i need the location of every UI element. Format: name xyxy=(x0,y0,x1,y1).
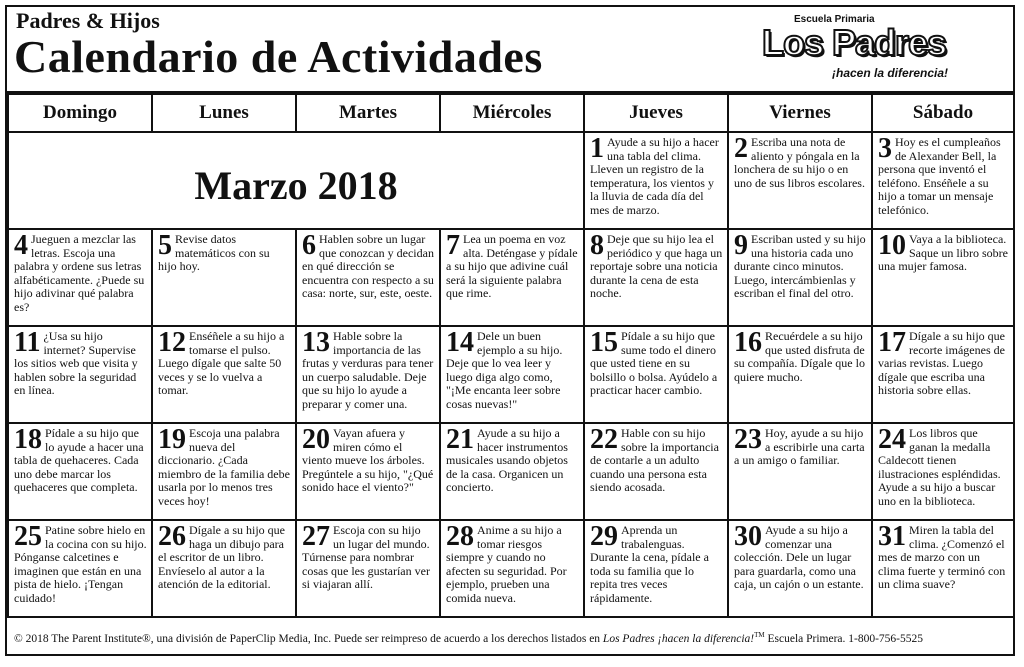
day-number: 26 xyxy=(158,521,186,552)
day-cell xyxy=(872,229,1014,326)
copyright-footer xyxy=(14,631,923,645)
day-cell xyxy=(296,423,440,520)
activity-text: Hable sobre la importancia de las frutas y verduras para tener un cuerpo saludable. Deje que su hijo lo ayude a preparar y comer una. xyxy=(302,329,434,411)
activity-text: Hablen sobre un lugar que conozcan y decidan en qué dirección se encuentra con respecto a su casa: norte, sur, este, oeste. xyxy=(302,232,434,300)
day-cell xyxy=(296,520,440,617)
activity-text: Patine sobre hielo en la cocina con su hijo. Pónganse calcetines e imaginen que están en una pista de hielo. ¡Tengan cuidado! xyxy=(14,523,147,605)
activity-text: Aprenda un trabalenguas. Durante la cena, pídale a toda su familia que lo repita tres veces rápidamente. xyxy=(590,523,709,605)
calendar-grid xyxy=(7,93,1015,618)
day-number: 30 xyxy=(734,521,762,552)
activity-text: Lea un poema en voz alta. Deténgase y pídale a su hijo que adivine cuál será la siguiente palabra que rime. xyxy=(446,232,578,300)
day-number: 19 xyxy=(158,424,186,455)
day-number: 17 xyxy=(878,327,906,358)
day-cell xyxy=(440,423,584,520)
logo-wordmark: Los Padres xyxy=(762,22,947,63)
day-number: 8 xyxy=(590,230,604,261)
week-row xyxy=(8,423,1014,520)
day-number: 28 xyxy=(446,521,474,552)
day-cell xyxy=(152,520,296,617)
day-number: 11 xyxy=(14,327,41,358)
day-number: 15 xyxy=(590,327,618,358)
day-number: 14 xyxy=(446,327,474,358)
day-cell xyxy=(440,520,584,617)
day-number: 18 xyxy=(14,424,42,455)
activity-text: Pídale a su hijo que lo ayude a hacer una tabla de quehaceres. Cada uno debe marcar los quehaceres que completa. xyxy=(14,426,144,494)
day-cell xyxy=(152,229,296,326)
day-cell xyxy=(728,229,872,326)
activity-text: Escriba una nota de aliento y póngala en la lonchera de su hijo o en uno de sus libros escolares. xyxy=(734,135,865,190)
week-row xyxy=(8,132,1014,229)
day-number: 23 xyxy=(734,424,762,455)
day-number: 3 xyxy=(878,133,892,164)
day-number: 1 xyxy=(590,133,604,164)
weekday-header: Martes xyxy=(296,94,440,132)
activity-text: Anime a su hijo a tomar riesgos siempre y cuando no afecten su seguridad. Por ejemplo, prueben una comida nueva. xyxy=(446,523,567,605)
weekday-header: Jueves xyxy=(584,94,728,132)
day-cell xyxy=(584,520,728,617)
week-row xyxy=(8,520,1014,617)
logo-school-label: Escuela Primaria xyxy=(794,14,875,25)
day-cell xyxy=(728,423,872,520)
newsletter-kicker: Padres & Hijos xyxy=(16,8,160,33)
activity-text: Pídale a su hijo que sume todo el dinero que usted tiene en su bolsillo o bolsa. Ayúdelo a practicar hacer cambio. xyxy=(590,329,718,397)
activity-text: Ayude a su hijo a comenzar una colección. Dele un lugar para guardarla, como una caja, un cajón o un estante. xyxy=(734,523,864,591)
day-cell xyxy=(584,326,728,423)
weekday-header: Viernes xyxy=(728,94,872,132)
activity-text: Revise datos matemáticos con su hijo hoy. xyxy=(158,232,270,273)
day-cell xyxy=(584,132,728,229)
activity-text: Jueguen a mezclar las letras. Escoja una palabra y ordene sus letras alfabéticamente. ¿Puede su hijo adivinar qué palabra es? xyxy=(14,232,145,314)
month-title-cell xyxy=(8,132,584,229)
day-cell xyxy=(8,423,152,520)
day-cell xyxy=(584,229,728,326)
day-number: 2 xyxy=(734,133,748,164)
activity-text: Miren la tabla del clima. ¿Comenzó el mes de marzo con un clima fuerte y terminó con un clima suave? xyxy=(878,523,1006,591)
activity-text: Dele un buen ejemplo a su hijo. Deje que lo vea leer y luego diga algo como, "¡Me encanta leer sobre cosas nuevas!" xyxy=(446,329,563,411)
activity-text: Escoja con su hijo un lugar del mundo. Túrnense para nombrar cosas que les gustarían ver si viajaran allí. xyxy=(302,523,430,591)
day-cell xyxy=(872,520,1014,617)
weekday-header: Lunes xyxy=(152,94,296,132)
day-number: 31 xyxy=(878,521,906,552)
day-cell xyxy=(440,229,584,326)
day-number: 20 xyxy=(302,424,330,455)
day-cell xyxy=(8,229,152,326)
footer-publication: Los Padres ¡hacen la diferencia! xyxy=(602,632,755,645)
activity-text: Dígale a su hijo que haga un dibujo para el escritor de un libro. Envíeselo al autor a la atención de la editorial. xyxy=(158,523,285,591)
footer-contact: Escuela Primera. 1-800-756-5525 xyxy=(764,632,924,645)
school-logo xyxy=(760,12,1000,82)
day-cell xyxy=(872,423,1014,520)
week-row xyxy=(8,229,1014,326)
activity-text: Escoja una palabra nueva del diccionario. ¿Cada miembro de la familia debe usarla por lo menos tres veces hoy! xyxy=(158,426,290,508)
day-number: 21 xyxy=(446,424,474,455)
day-cell xyxy=(8,520,152,617)
day-cell xyxy=(872,132,1014,229)
day-number: 10 xyxy=(878,230,906,261)
day-number: 24 xyxy=(878,424,906,455)
day-number: 7 xyxy=(446,230,460,261)
activity-text: Dígale a su hijo que recorte imágenes de varias revistas. Luego dígale que escriba una historia sobre ellas. xyxy=(878,329,1005,397)
weekday-header: Sábado xyxy=(872,94,1014,132)
day-cell xyxy=(728,326,872,423)
activity-text: Los libros que ganan la medalla Caldecott tienen ilustraciones espléndidas. Ayude a su hijo a buscar uno en la biblioteca. xyxy=(878,426,1001,508)
day-number: 9 xyxy=(734,230,748,261)
footer-text: © 2018 The Parent Institute®, una división de PaperClip Media, Inc. Puede ser reimpreso de acuerdo a los derechos listados en xyxy=(14,632,603,645)
day-number: 6 xyxy=(302,230,316,261)
day-cell xyxy=(728,132,872,229)
day-number: 13 xyxy=(302,327,330,358)
activity-text: Deje que su hijo lea el periódico y que haga un reportaje sobre una noticia durante la cena de esta noche. xyxy=(590,232,723,300)
day-number: 22 xyxy=(590,424,618,455)
logo-tagline: ¡hacen la diferencia! xyxy=(832,66,949,80)
day-number: 16 xyxy=(734,327,762,358)
activity-text: Hoy, ayude a su hijo a escribirle una carta a un amigo o familiar. xyxy=(734,426,865,467)
activity-text: Escriban usted y su hijo una historia cada uno durante cinco minutos. Luego, intercámbienlas y escriban el final del otro. xyxy=(734,232,866,300)
day-cell xyxy=(8,326,152,423)
day-number: 27 xyxy=(302,521,330,552)
activity-text: Enséñele a su hijo a tomarse el pulso. Luego dígale que salte 50 veces y se lo vuelva a tomar. xyxy=(158,329,285,397)
day-cell xyxy=(584,423,728,520)
day-cell xyxy=(296,229,440,326)
day-number: 4 xyxy=(14,230,28,261)
day-cell xyxy=(152,326,296,423)
footer-trademark: TM xyxy=(754,631,765,639)
activity-text: Vaya a la biblioteca. Saque un libro sobre una mujer famosa. xyxy=(878,232,1008,273)
activity-text: Hoy es el cumpleaños de Alexander Bell, la persona que inventó el teléfono. Enséñele a su hijo a tomar un mensaje telefónico. xyxy=(878,135,1001,217)
activity-text: Vayan afuera y miren cómo el viento mueve los árboles. Pregúntele a su hijo, "¿Qué sonido hace el viento?" xyxy=(302,426,434,494)
day-cell xyxy=(440,326,584,423)
day-cell xyxy=(296,326,440,423)
activity-text: Recuérdele a su hijo que usted disfruta de su compañía. Dígale que lo quiere mucho. xyxy=(734,329,865,384)
page-title: Calendario de Actividades xyxy=(14,31,543,82)
day-cell xyxy=(152,423,296,520)
day-cell xyxy=(728,520,872,617)
day-number: 5 xyxy=(158,230,172,261)
weekday-header: Domingo xyxy=(8,94,152,132)
weekday-header-row xyxy=(8,94,1014,132)
activity-text: Ayude a su hijo a hacer una tabla del clima. Lleven un registro de la temperatura, los vientos y la lluvia de cada día del mes de marzo. xyxy=(590,135,719,217)
day-number: 12 xyxy=(158,327,186,358)
activity-text: ¿Usa su hijo internet? Supervise los sitios web que visita y hablen sobre la seguridad en línea. xyxy=(14,329,138,397)
day-number: 25 xyxy=(14,521,42,552)
day-cell xyxy=(872,326,1014,423)
activity-text: Hable con su hijo sobre la importancia de contarle a un adulto cuando una persona esta siendo acosada. xyxy=(590,426,719,494)
activity-text: Ayude a su hijo a hacer instrumentos musicales usando objetos de la casa. Organicen un concierto. xyxy=(446,426,568,494)
week-row xyxy=(8,326,1014,423)
weekday-header: Miércoles xyxy=(440,94,584,132)
month-title: Marzo 2018 xyxy=(194,163,398,208)
day-number: 29 xyxy=(590,521,618,552)
